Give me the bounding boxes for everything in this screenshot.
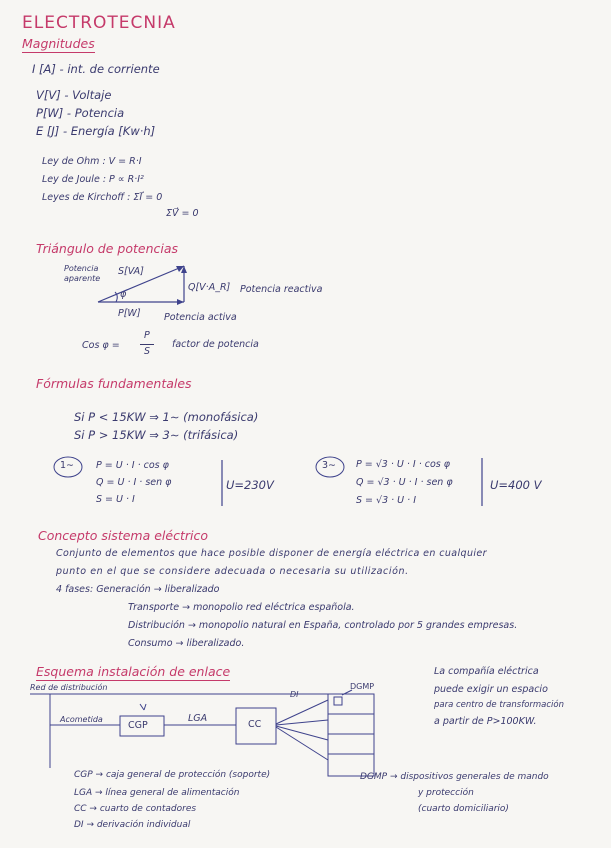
cos-desc: factor de potencia [172,339,259,350]
concepto-line-6: Consumo → liberalizado. [128,638,245,649]
magnitude-power: P[W] - Potencia [36,106,125,120]
red-distribucion: Red de distribución [30,683,108,692]
cos-denominator: S [144,346,151,357]
law-ohm: Ley de Ohm : V = R·I [42,156,142,167]
acometida-label: Acometida [60,715,103,724]
tri-voltage: U=400 V [490,478,542,492]
q-label: Q[V·A_R] [188,282,231,293]
legend-dgmp-2: y protección [418,788,474,798]
legend-lga: LGA → línea general de alimentación [74,788,240,798]
magnitude-current: I [A] - int. de corriente [32,62,160,76]
note-line-4: a partir de P>100KW. [434,716,537,727]
cos-formula: Cos φ = [82,340,120,351]
concepto-line-1: Conjunto de elementos que hace posible disponer de energía eléctrica en cualquier [56,548,487,559]
law-joule: Ley de Joule : P ∝ R·I² [42,174,144,185]
legend-cc: CC → cuarto de contadores [74,804,197,814]
cos-numerator: P [144,330,150,341]
q-desc: Potencia reactiva [240,284,323,295]
formulas-heading: Fórmulas fundamentales [36,376,192,391]
legend-di: DI → derivación individual [74,820,191,830]
note-line-1: La compañía eléctrica [434,666,539,677]
legend-dgmp: DGMP → dispositivos generales de mando [360,772,549,782]
fraction-bar [140,344,154,345]
tri-q: Q = √3 · U · I · sen φ [356,477,453,488]
di-label: DI [290,690,299,699]
rule-monophase: Si P < 15KW ⇒ 1∼ (monofásica) [74,410,259,424]
note-line-3: para centro de transformación [434,700,565,710]
concepto-heading: Concepto sistema eléctrico [38,528,208,543]
page-title: ELECTROTECNIA [22,13,176,33]
rule-triphase: Si P > 15KW ⇒ 3∼ (trifásica) [74,428,239,442]
p-label: P[W] [118,308,141,319]
note-line-2: puede exigir un espacio [434,684,548,695]
concepto-line-3: 4 fases: Generación → liberalizado [56,584,220,595]
tri-s: S = √3 · U · I [356,495,417,506]
law-kirchoff-voltage: ΣV⃗ = 0 [166,208,199,219]
cgp-box-label: CGP [128,720,148,731]
concepto-line-2: punto en el que se considere adecuada o necesaria su utilización. [56,566,409,577]
p-desc: Potencia activa [164,312,237,323]
concepto-line-4: Transporte → monopolio red eléctrica española. [128,602,355,613]
legend-dgmp-3: (cuarto domiciliario) [418,804,509,814]
legend-cgp: CGP → caja general de protección (soporte) [74,770,271,780]
tri-p: P = √3 · U · I · cos φ [356,459,451,470]
apparent-label-1: Potencia [64,264,99,273]
lga-label: LGA [188,713,208,724]
triangle-heading: Triángulo de potencias [36,241,179,256]
concepto-line-5: Distribución → monopolio natural en España, controlado por 5 grandes empresas. [128,620,518,631]
tri-badge: 3∼ [322,460,337,471]
magnitudes-heading: Magnitudes [22,36,95,51]
magnitude-voltage: V[V] - Voltaje [36,88,112,102]
mono-q: Q = U · I · sen φ [96,477,172,488]
phi-angle: φ [120,289,127,300]
s-label: S[VA] [118,266,144,277]
cc-box-label: CC [248,719,262,730]
law-kirchoff-current: Leyes de Kirchoff : ΣI⃗ = 0 [42,192,163,203]
dgmp-label: DGMP [350,682,375,691]
mono-badge: 1∼ [60,460,75,471]
mono-voltage: U=230V [226,478,274,492]
esquema-heading: Esquema instalación de enlace [36,664,231,679]
apparent-label-2: aparente [64,274,101,283]
mono-p: P = U · I · cos φ [96,460,169,471]
magnitude-energy: E [J] - Energía [Kw·h] [36,124,156,138]
mono-s: S = U · I [96,494,135,505]
